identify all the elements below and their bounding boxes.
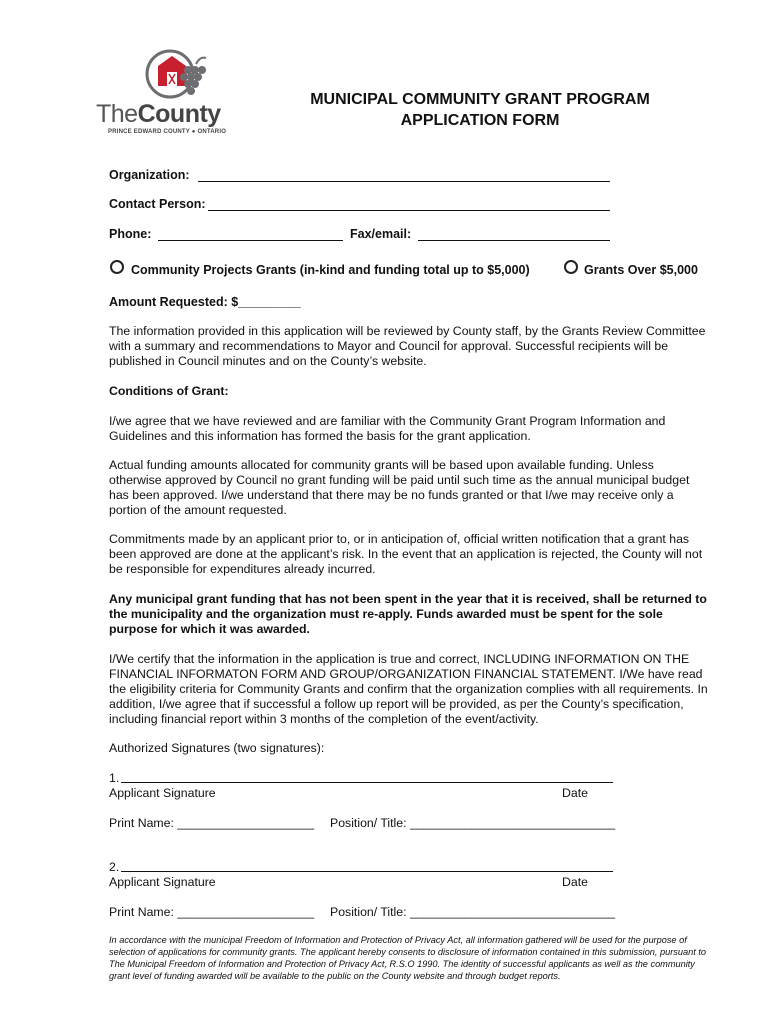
phone-label: Phone:: [109, 227, 152, 241]
agree-paragraph: I/we agree that we have reviewed and are familiar with the Community Grant Program Information and Guidelines and this information has formed the basis for the grant application.: [109, 414, 666, 443]
community-projects-label: Community Projects Grants (in-kind and funding total up to $5,000): [131, 263, 530, 277]
logo-wordmark: TheCounty: [96, 100, 221, 128]
date-2-label: Date: [562, 875, 588, 889]
position-title-1-field[interactable]: Position/ Title: ______________________________: [330, 816, 616, 830]
signature-2-line[interactable]: [121, 859, 613, 872]
fax-email-field[interactable]: [418, 228, 610, 241]
certify-paragraph: I/We certify that the information in the application is true and correct, INCLUDING INFORMATION ON THE FINANCIAL INFORMATON FORM AND GROUP/ORGANIZATION FINANCIAL STATEMENT. I/We have read the eligibility criteria for Community Grants and confirm that the organization complies with all requirements. In addition, I/we agree that if successful a follow up report will be provided, as per the County’s specification, including financial report within 3 months of the completion of the event/activity.: [109, 652, 708, 726]
intro-paragraph: The information provided in this application will be reviewed by County staff, by the Grants Review Committee with a summary and recommendations to Mayor and Council for approval. Successful recipients will be published in Council minutes and on the County’s website.: [109, 324, 706, 368]
grants-over-checkbox[interactable]: [564, 260, 578, 274]
signature-1-line[interactable]: [121, 770, 613, 783]
contact-person-field[interactable]: [208, 198, 610, 211]
amount-requested-field[interactable]: Amount Requested: $_________: [109, 295, 301, 309]
county-logo: [96, 46, 241, 140]
actual-funding-paragraph: Actual funding amounts allocated for community grants will be based upon available funding. Unless otherwise approved by Council no grant funding will be paid until such time as the annual municipal budget has been approved. I/we understand that there may be no funds granted or that I/we may receive only a portion of the amount requested.: [109, 458, 690, 517]
print-name-1-field[interactable]: Print Name: ____________________: [109, 816, 315, 830]
phone-field[interactable]: [158, 228, 343, 241]
applicant-signature-1-label: Applicant Signature: [109, 786, 216, 800]
commitments-paragraph: Commitments made by an applicant prior to, or in anticipation of, official written notification that a grant has been approved are done at the applicant’s risk. In the event that an application is rejected, the County will not be responsible for expenditures already incurred.: [109, 532, 703, 576]
community-projects-checkbox[interactable]: [110, 260, 124, 274]
grants-over-label: Grants Over $5,000: [584, 263, 698, 277]
title-line-1: MUNICIPAL COMMUNITY GRANT PROGRAM: [310, 91, 650, 108]
organization-field[interactable]: [198, 169, 610, 182]
title-line-2: APPLICATION FORM: [400, 112, 560, 129]
date-1-label: Date: [562, 786, 588, 800]
signature-1-number: 1.: [109, 771, 120, 785]
position-title-2-field[interactable]: Position/ Title: ______________________________: [330, 905, 616, 919]
logo-subtitle: PRINCE EDWARD COUNTY ● ONTARIO: [108, 129, 227, 135]
organization-label: Organization:: [109, 168, 190, 182]
contact-person-label: Contact Person:: [109, 197, 206, 211]
privacy-notice: In accordance with the municipal Freedom of Information and Protection of Privacy Act, all information gathered will be used for the purpose of selection of applications for community grants. The applicant hereby consents to disclosure of information contained in this submission, pursuant to The Municipal Freedom of Information and Protection of Privacy Act, R.S.O 1990. The identity of successful applicants as well as the community grant level of funding awarded will be available to the public on the County website and through budget reports.: [109, 935, 706, 981]
form-title: [240, 89, 720, 131]
fax-email-label: Fax/email:: [350, 227, 412, 241]
unspent-funds-paragraph: Any municipal grant funding that has not been spent in the year that it is received, shall be returned to the municipality and the organization must re-apply. Funds awarded must be spent for the sole purpose for which it was awarded.: [109, 592, 707, 636]
applicant-signature-2-label: Applicant Signature: [109, 875, 216, 889]
signature-2-number: 2.: [109, 860, 120, 874]
print-name-2-field[interactable]: Print Name: ____________________: [109, 905, 315, 919]
barn-grapes-icon: [140, 46, 210, 100]
authorized-signatures-heading: Authorized Signatures (two signatures):: [109, 741, 325, 755]
conditions-heading: Conditions of Grant:: [109, 384, 229, 398]
